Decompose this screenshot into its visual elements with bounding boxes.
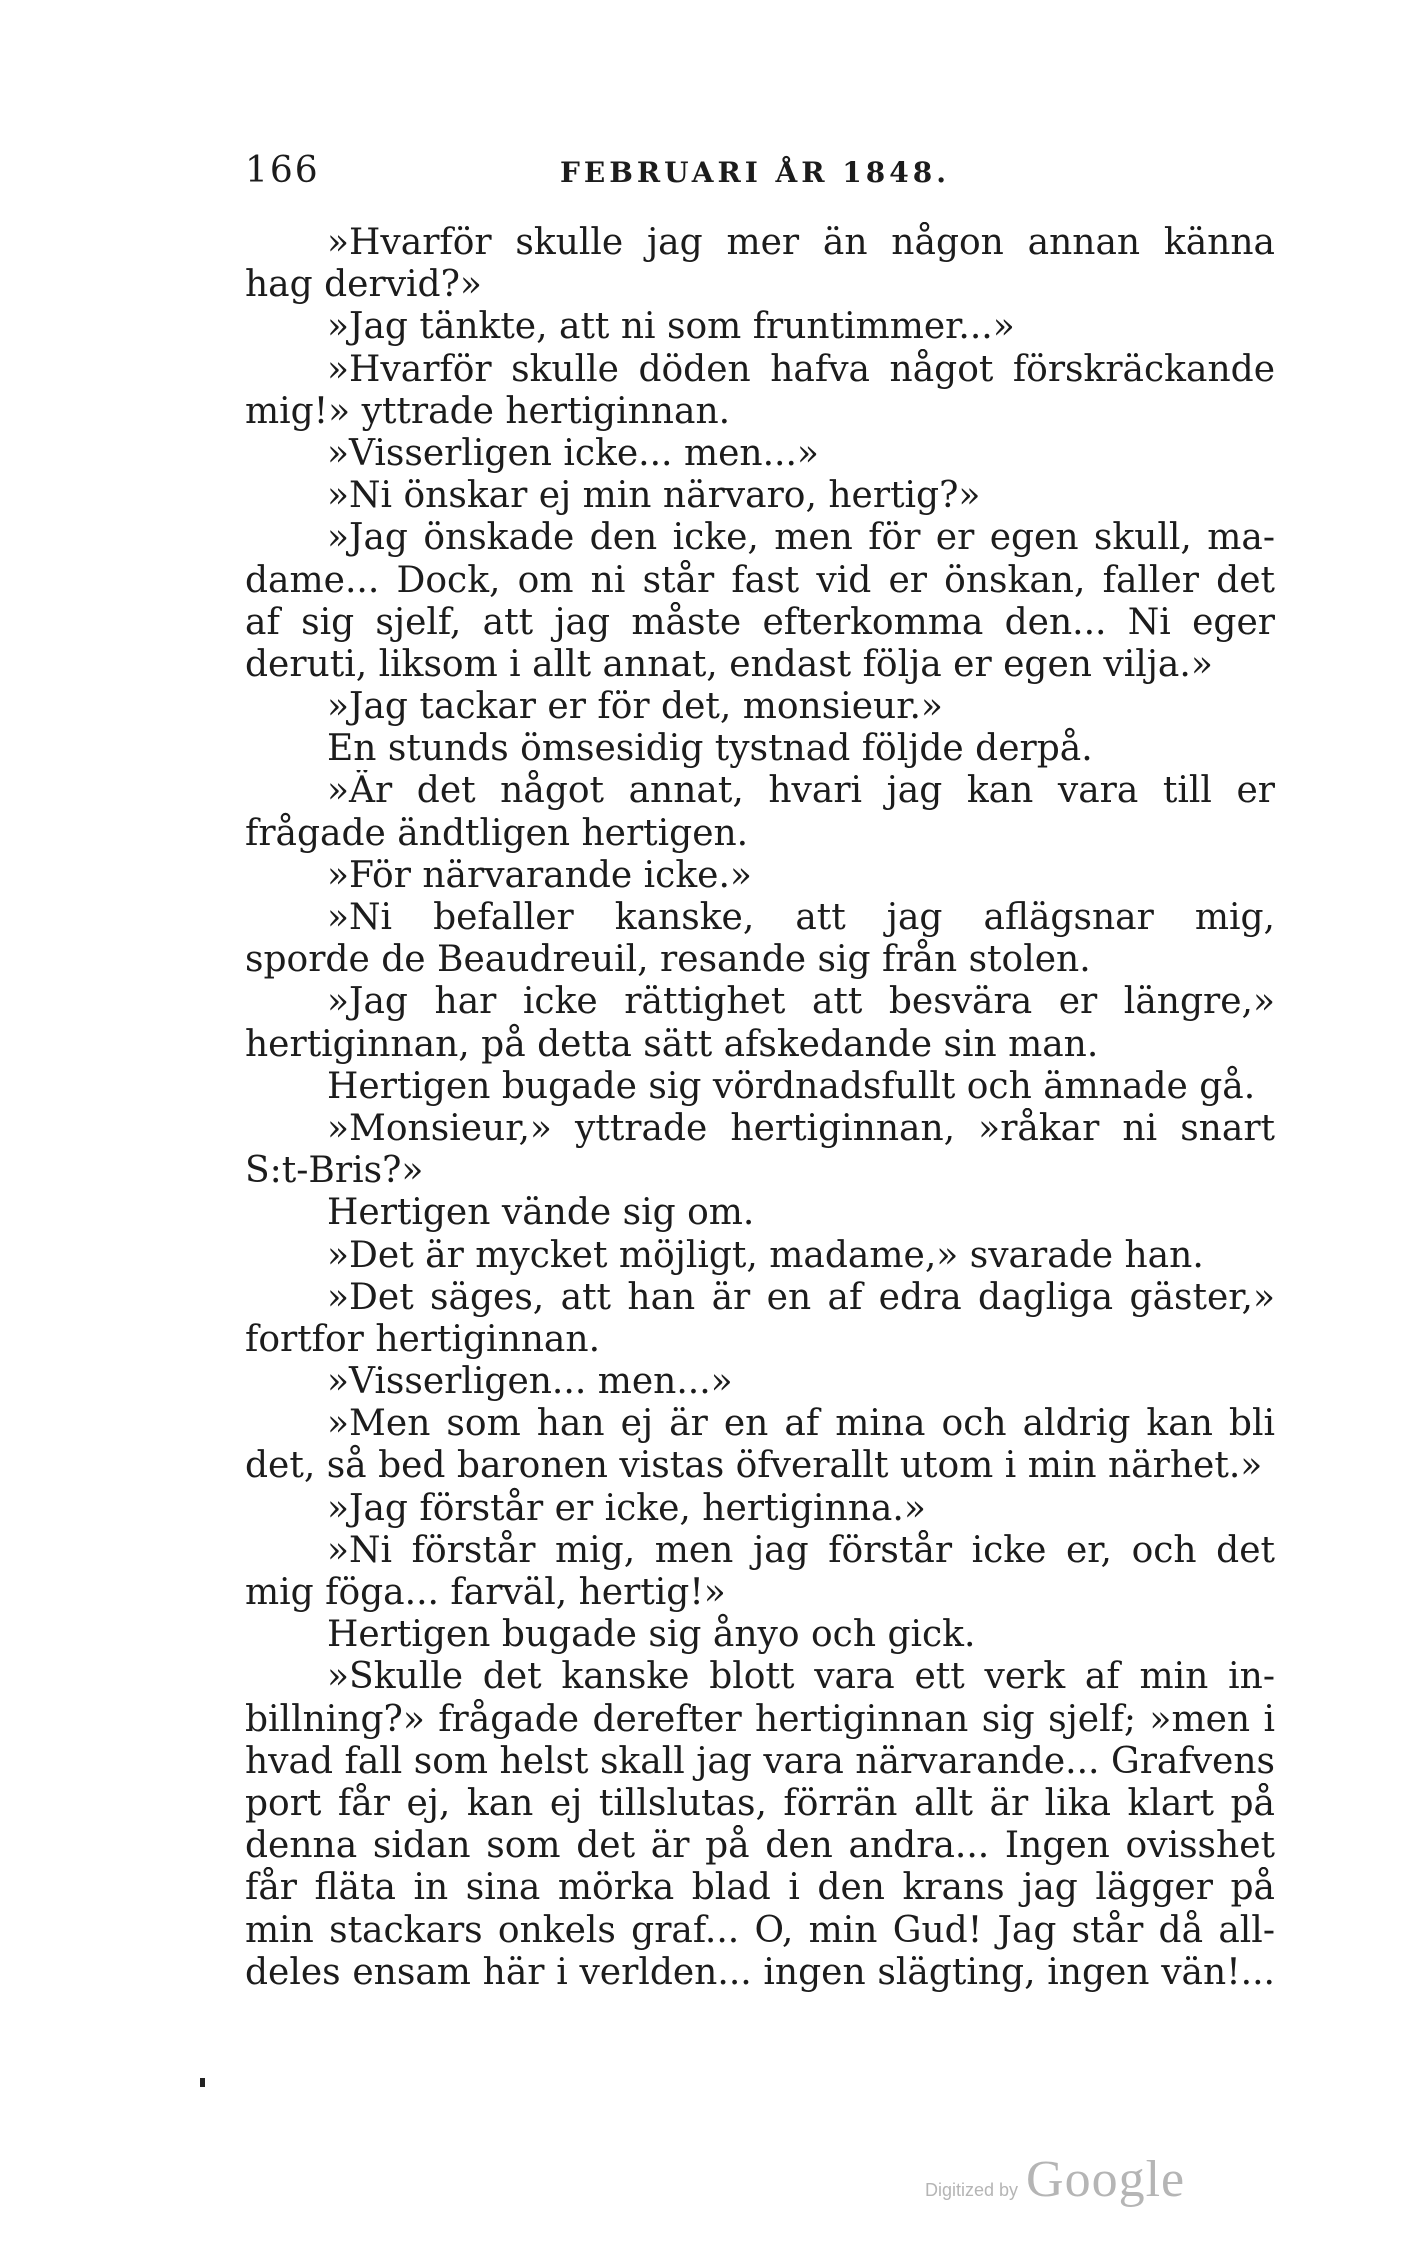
- text-line: får fläta in sina mörka blad i den krans jag lägger på: [245, 1867, 1275, 1909]
- watermark-prefix: Digitized by: [925, 2180, 1019, 2200]
- text-line: »Visserligen icke... men...»: [327, 432, 819, 474]
- text-line: »Skulle det kanske blott vara ett verk af min in-: [327, 1656, 1275, 1698]
- text-line: deles ensam här i verlden... ingen slägting, ingen vän!...: [245, 1951, 1275, 1993]
- text-line: Hertigen bugade sig vördnadsfullt och ämnade gå.: [327, 1065, 1256, 1107]
- text-line: »Men som han ej är en af mina och aldrig kan bli: [327, 1403, 1275, 1445]
- text-line: »Jag tackar er för det, monsieur.»: [327, 686, 943, 728]
- text-line: »Jag tänkte, att ni som fruntimmer...»: [327, 306, 1015, 348]
- text-line: »Ni önskar ej min närvaro, hertig?»: [327, 475, 981, 517]
- text-line: »Jag har icke rättighet att besvära er längre,»: [327, 981, 1275, 1023]
- text-line: frågade ändtligen hertigen.: [245, 812, 749, 854]
- text-line: det, så bed baronen vistas öfverallt utom i min närhet.»: [245, 1445, 1263, 1487]
- text-line: hag dervid?»: [245, 264, 482, 306]
- text-line: af sig sjelf, att jag måste efterkomma den... Ni eger: [245, 601, 1275, 643]
- text-line: mig föga... farväl, hertig!»: [245, 1572, 726, 1613]
- text-line: »Jag förstår er icke, hertiginna.»: [327, 1487, 926, 1529]
- text-line: S:t-Bris?»: [245, 1150, 424, 1192]
- text-line: dame... Dock, om ni står fast vid er önskan, faller det: [245, 559, 1275, 601]
- text-line: denna sidan som det är på den andra... Ingen ovisshet: [245, 1825, 1275, 1867]
- text-line: »Visserligen... men...»: [327, 1361, 733, 1403]
- text-line: Hertigen bugade sig ånyo och gick.: [327, 1614, 976, 1656]
- text-line: »Monsieur,» yttrade hertiginnan, »råkar ni snart: [327, 1107, 1275, 1149]
- text-line: fortfor hertiginnan.: [245, 1318, 601, 1360]
- running-head: FEBRUARI ÅR 1848.: [560, 156, 950, 189]
- text-line: hvad fall som helst skall jag vara närvarande... Grafvens: [245, 1740, 1275, 1782]
- text-line: »Ni förstår mig, men jag förstår icke er, och det: [327, 1529, 1275, 1571]
- text-line: billning?» frågade derefter hertiginnan sig sjelf; »men i: [245, 1698, 1275, 1740]
- stray-ink-mark: [200, 2078, 205, 2087]
- text-line: »Hvarför skulle döden hafva något förskräckande: [327, 348, 1275, 390]
- text-line: »Det är mycket möjligt, madame,» svarade han.: [327, 1234, 1204, 1276]
- text-line: port får ej, kan ej tillslutas, förrän allt är lika klart på: [245, 1782, 1275, 1824]
- text-line: »Det säges, att han är en af edra dagliga gäster,»: [327, 1276, 1275, 1318]
- text-line: »Är det något annat, hvari jag kan vara till er: [327, 770, 1275, 812]
- text-line: »Ni befaller kanske, att jag aflägsnar mig,: [327, 897, 1275, 938]
- text-line: hertiginnan, på detta sätt afskedande sin man.: [245, 1023, 1099, 1065]
- page-number: 166: [245, 150, 320, 191]
- google-logo: Google: [1026, 2151, 1186, 2208]
- body-text: [245, 222, 1275, 1994]
- text-line: »Hvarför skulle jag mer än någon annan känna: [327, 222, 1275, 263]
- text-line: »Jag önskade den icke, men för er egen skull, ma-: [327, 517, 1275, 559]
- text-line: Hertigen vände sig om.: [327, 1192, 755, 1234]
- text-line: En stunds ömsesidig tystnad följde derpå.: [327, 728, 1093, 770]
- digitized-watermark: [925, 2150, 1185, 2210]
- text-line: »För närvarande icke.»: [327, 854, 752, 896]
- text-line: mig!» yttrade hertiginnan.: [245, 390, 731, 432]
- text-line: sporde de Beaudreuil, resande sig från stolen.: [245, 939, 1091, 981]
- text-line: min stackars onkels graf... O, min Gud! Jag står då all-: [245, 1909, 1275, 1951]
- text-line: deruti, liksom i allt annat, endast följa er egen vilja.»: [245, 643, 1213, 685]
